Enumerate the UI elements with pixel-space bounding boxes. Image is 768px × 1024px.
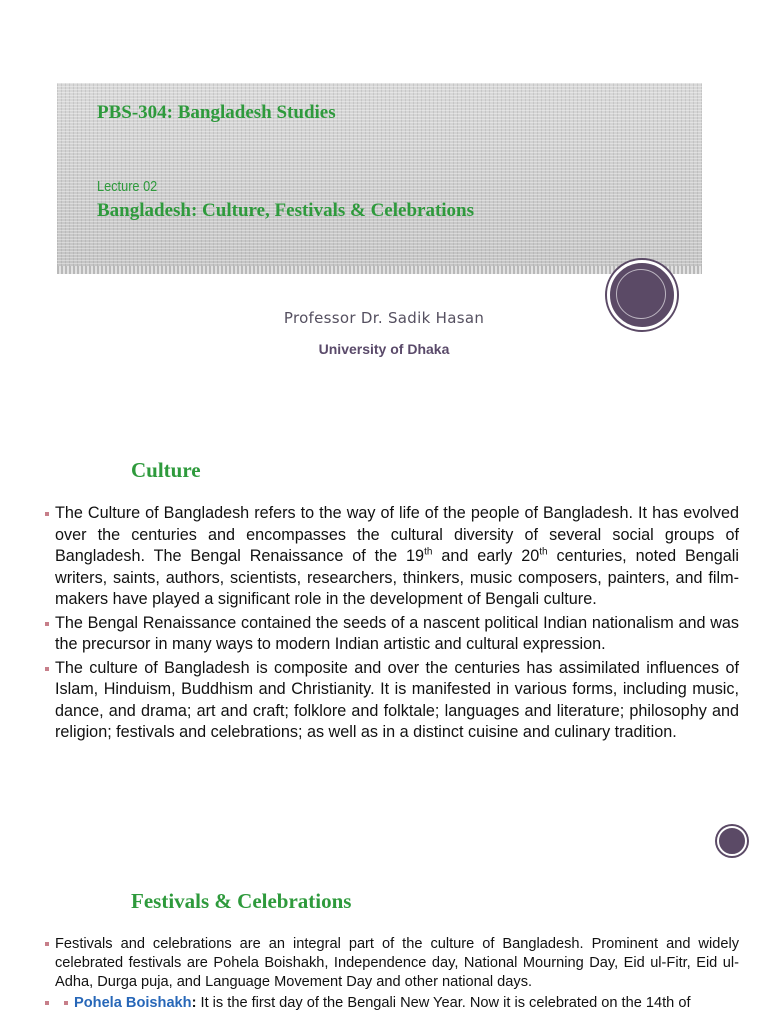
superscript: th	[539, 546, 548, 558]
bullet-text: centuries, noted Bengali writers, saints, authors, scientists, researchers, thinkers, music composers, painters, and film-makers have played a significant role in the development of Bengali culture.	[55, 547, 739, 608]
author-name: Professor Dr. Sadik Hasan	[283, 309, 485, 327]
culture-heading: Culture	[131, 458, 201, 482]
festivals-sub-bullet-list	[44, 994, 739, 1013]
bullet-text: The Culture of Bangladesh refers to the way of life of the people of Bangladesh. It has evolved over the centuries and encompasses the cultural diversity of several social groups of Bangladesh. The Bengal Renaissance of the 19	[55, 504, 739, 565]
list-item: Festivals and celebrations are an integral part of the culture of Bangladesh. Prominent and widely celebrated festivals are Pohela Boishakh, Independence day, National Mourning Day, Eid ul-Fitr, Eid ul-Adha, Durga puja, and Language Movement Day and other national days.	[44, 935, 739, 992]
list-item	[64, 994, 739, 1013]
author-affiliation: University of Dhaka	[318, 341, 450, 357]
sub-list-container	[44, 994, 739, 1013]
superscript: th	[424, 546, 433, 558]
term-separator: :	[191, 995, 197, 1011]
bullet-text: and early 20	[432, 547, 540, 565]
list-item: The culture of Bangladesh is composite and over the centuries has assimilated influences of Islam, Hinduism, Buddhism and Christianity. It is manifested in various forms, including music, dance, and drama; art and craft; folklore and folktale; languages and literature; philosophy and religion; festivals and celebrations; as well as in a distinct cuisine and culinary tradition.	[44, 658, 739, 744]
list-item	[44, 503, 739, 611]
lecture-title: Bangladesh: Culture, Festivals & Celebrations	[97, 200, 475, 221]
lecture-number: Lecture 02	[97, 178, 158, 195]
festival-term: Pohela Boishakh	[74, 995, 192, 1011]
culture-bullet-list	[44, 503, 739, 746]
festivals-bullet-list	[44, 935, 739, 1015]
list-item: The Bengal Renaissance contained the seeds of a nascent political Indian nationalism and was the precursor in many ways to modern Indian artistic and cultural expression.	[44, 613, 739, 656]
circle-ornament-icon	[717, 826, 747, 856]
festival-description: It is the first day of the Bengali New Year. Now it is celebrated on the 14th of	[196, 995, 691, 1011]
festivals-heading: Festivals & Celebrations	[131, 889, 352, 913]
banner-divider	[57, 266, 702, 274]
course-title: PBS-304: Bangladesh Studies	[97, 102, 336, 123]
